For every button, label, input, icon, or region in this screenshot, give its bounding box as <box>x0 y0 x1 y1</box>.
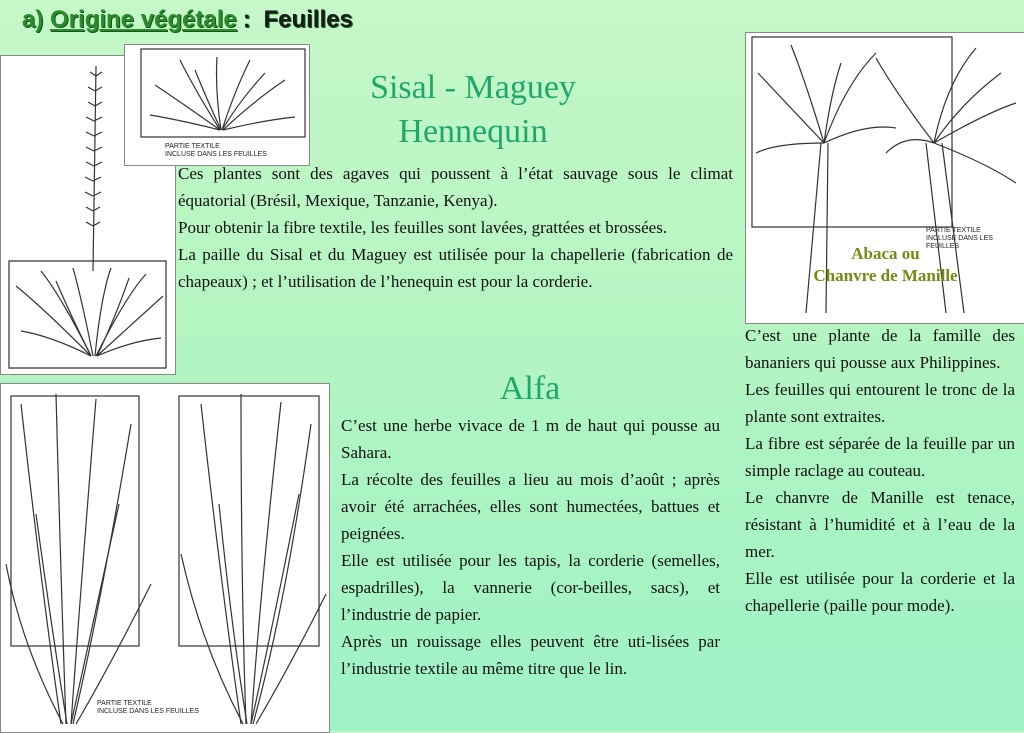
abaca-label-line-2: Chanvre de Manille <box>813 266 958 285</box>
abaca-paragraph-3: La fibre est séparée de la feuille par un simple raclage au couteau. <box>745 434 1015 480</box>
abaca-plant-illustration <box>745 32 1024 324</box>
section-heading <box>22 6 353 34</box>
abaca-label-line-1: Abaca ou <box>851 244 920 263</box>
sisal-title <box>300 66 646 154</box>
heading-link-origine-vegetale[interactable]: Origine végétale <box>50 6 237 33</box>
sisal-figure-caption <box>165 143 267 159</box>
alfa-caption-line-2: INCLUSE DANS LES FEUILLES <box>97 708 199 715</box>
sisal-caption-line-2: INCLUSE DANS LES FEUILLES <box>165 151 267 158</box>
sisal-title-line-2: Hennequin <box>398 113 548 150</box>
alfa-grass-illustration <box>0 383 330 733</box>
heading-topic: Feuilles <box>263 6 353 33</box>
abaca-paragraph-5: Elle est utilisée pour la corderie et la chapellerie (paille pour mode). <box>745 569 1015 615</box>
alfa-grass-drawing <box>1 384 329 732</box>
abaca-paragraph-4: Le chanvre de Manille est tenace, résistant à l’humidité et à l’eau de la mer. <box>745 488 1015 561</box>
alfa-figure-caption <box>97 700 199 716</box>
heading-prefix: a) <box>22 6 44 33</box>
abaca-paragraph-1: C’est une plante de la famille des bananiers qui pousse aux Philippines. <box>745 326 1015 372</box>
sisal-caption-line-1: PARTIE TEXTILE <box>165 143 220 150</box>
sisal-paragraph-3: La paille du Sisal et du Maguey est utilisée pour la chapellerie (fabrication de chapeaux) ; et l’utilisation de l’henequin est pour la corderie. <box>178 245 733 291</box>
alfa-text-block <box>341 412 720 682</box>
alfa-caption-line-1: PARTIE TEXTILE <box>97 700 152 707</box>
abaca-paragraph-2: Les feuilles qui entourent le tronc de la plante sont extraites. <box>745 380 1015 426</box>
sisal-paragraph-2: Pour obtenir la fibre textile, les feuilles sont lavées, grattées et brossées. <box>178 218 668 237</box>
alfa-paragraph-4: Après un rouissage elles peuvent être uti-lisées par l’industrie textile au même titre que le lin. <box>341 632 720 678</box>
sisal-text-block <box>178 160 733 295</box>
alfa-title: Alfa <box>499 370 561 407</box>
sisal-paragraph-1: Ces plantes sont des agaves qui poussent à l’état sauvage sous le climat équatorial (Brésil, Mexique, Tanzanie, Kenya). <box>178 164 733 210</box>
alfa-paragraph-1: C’est une herbe vivace de 1 m de haut qui pousse au Sahara. <box>341 416 720 462</box>
alfa-paragraph-3: Elle est utilisée pour les tapis, la corderie (semelles, espadrilles), la vannerie (cor-beilles, sacs), et l’industrie de papier. <box>341 551 720 624</box>
abaca-caption-line-2: INCLUSE DANS LES FEUILLES <box>926 235 993 250</box>
alfa-paragraph-2: La récolte des feuilles a lieu au mois d’août ; après avoir été arrachées, elles sont humectées, battues et peignées. <box>341 470 720 543</box>
heading-colon: : <box>242 6 251 33</box>
sisal-rosette-illustration <box>124 44 310 166</box>
abaca-label <box>746 243 1024 287</box>
abaca-text-block <box>745 322 1015 619</box>
sisal-title-line-1: Sisal - Maguey <box>370 69 576 106</box>
abaca-caption-line-1: PARTIE TEXTILE <box>926 227 981 234</box>
